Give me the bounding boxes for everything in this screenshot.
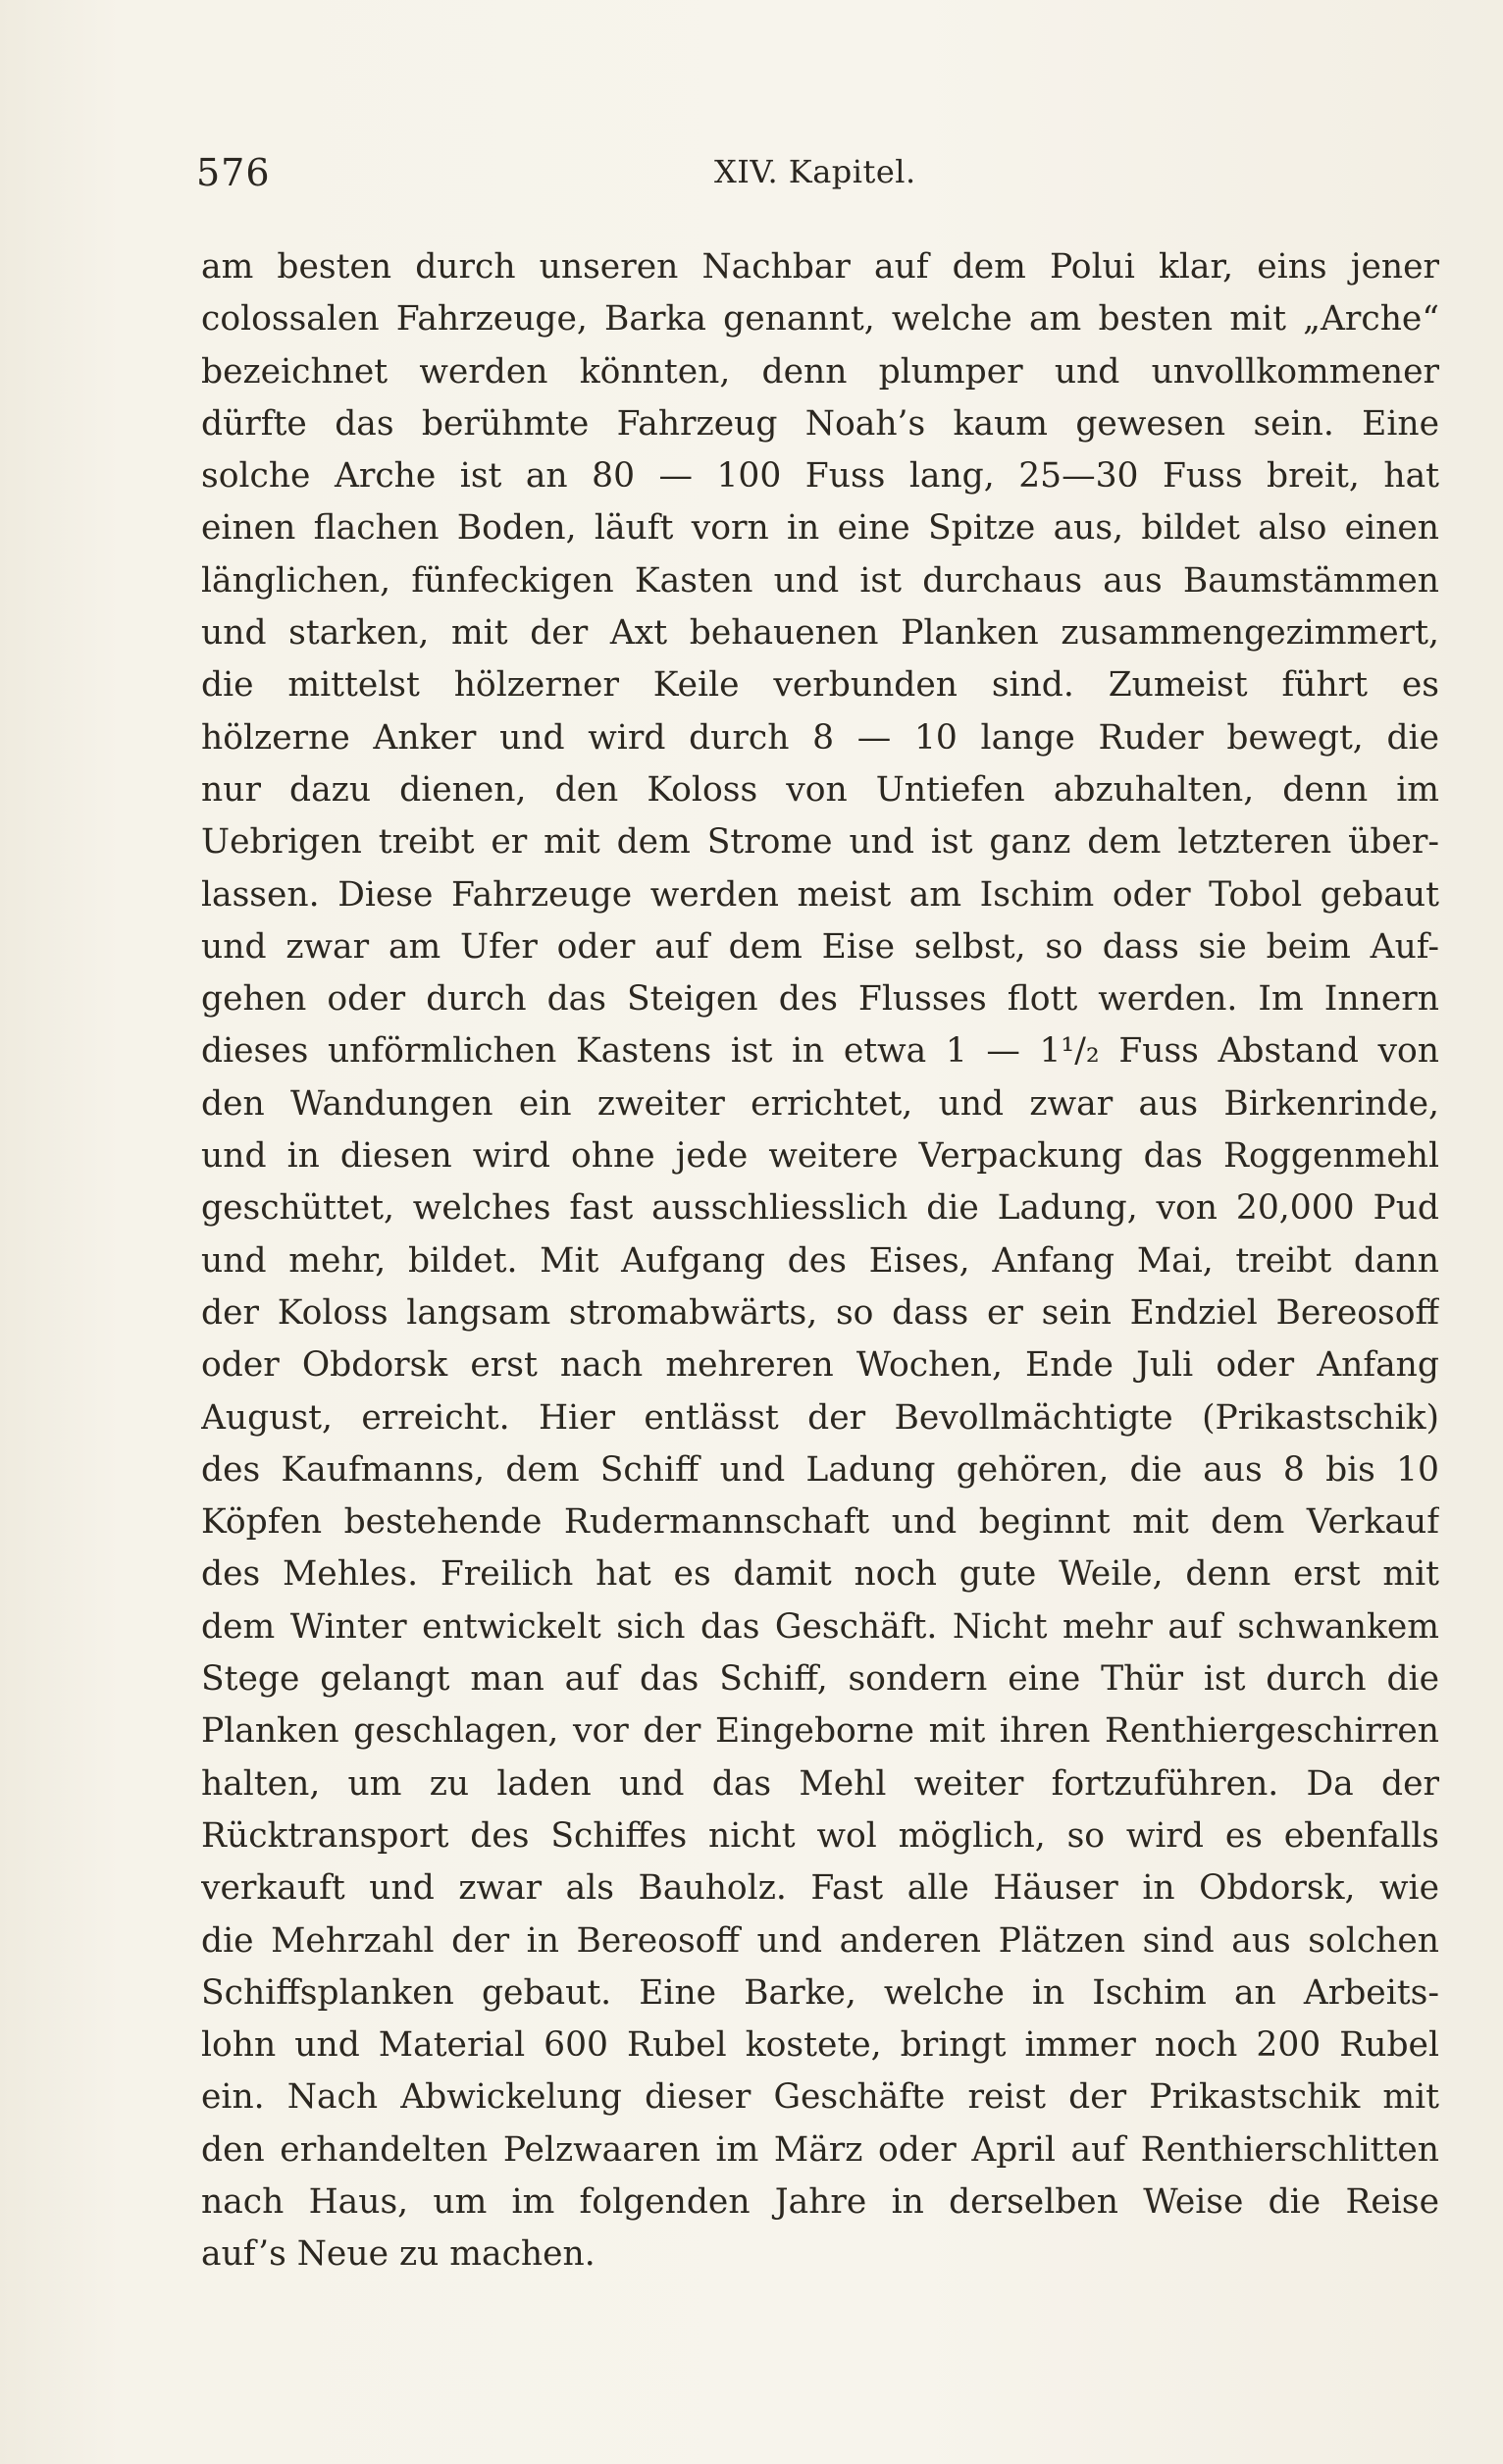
- text-line: den erhandelten Pelzwaaren im März oder April auf Renthierschlitten: [201, 2129, 1439, 2170]
- text-line: lohn und Material 600 Rubel kostete, bringt immer noch 200 Rubel: [201, 2025, 1439, 2066]
- text-line: des Kaufmanns, dem Schiff und Ladung gehören, die aus 8 bis 10: [201, 1449, 1439, 1490]
- text-line: Schiffsplanken gebaut. Eine Barke, welche in Ischim an Arbeits-: [201, 1972, 1439, 2013]
- text-line: halten, um zu laden und das Mehl weiter fortzuführen. Da der: [201, 1763, 1439, 1804]
- page-number: 576: [196, 151, 271, 194]
- text-line: August, erreicht. Hier entlässt der Bevollmächtigte (Prikastschik): [201, 1397, 1439, 1438]
- text-line: dürfte das berühmte Fahrzeug Noah’s kaum gewesen sein. Eine: [201, 403, 1439, 444]
- text-line: Köpfen bestehende Rudermannschaft und beginnt mit dem Verkauf: [201, 1502, 1439, 1543]
- text-line: oder Obdorsk erst nach mehreren Wochen, Ende Juli oder Anfang: [201, 1345, 1439, 1386]
- text-line: gehen oder durch das Steigen des Flusses flott werden. Im Innern: [201, 979, 1439, 1020]
- text-line: einen flachen Boden, läuft vorn in eine Spitze aus, bildet also einen: [201, 508, 1439, 549]
- page-header: [196, 151, 1444, 202]
- text-line: dem Winter entwickelt sich das Geschäft. Nicht mehr auf schwankem: [201, 1606, 1439, 1647]
- text-line: die Mehrzahl der in Bereosoff und anderen Plätzen sind aus solchen: [201, 1920, 1439, 1961]
- text-line: Rücktransport des Schiffes nicht wol möglich, so wird es ebenfalls: [201, 1815, 1439, 1856]
- text-line: geschüttet, welches fast ausschliesslich die Ladung, von 20,000 Pud: [201, 1188, 1439, 1229]
- text-line-last: auf’s Neue zu machen.: [201, 2234, 596, 2275]
- text-line: und in diesen wird ohne jede weitere Verpackung das Roggenmehl: [201, 1136, 1439, 1177]
- text-line: ein. Nach Abwickelung dieser Geschäfte reist der Prikastschik mit: [201, 2077, 1439, 2118]
- text-line: Planken geschlagen, vor der Eingeborne mit ihren Renthiergeschirren: [201, 1711, 1439, 1752]
- text-line: der Koloss langsam stromabwärts, so dass er sein Endziel Bereosoff: [201, 1292, 1439, 1333]
- text-line: länglichen, fünfeckigen Kasten und ist durchaus aus Baumstämmen: [201, 560, 1439, 601]
- text-line: die mittelst hölzerner Keile verbunden sind. Zumeist führt es: [201, 665, 1439, 706]
- text-line: des Mehles. Freilich hat es damit noch gute Weile, denn erst mit: [201, 1554, 1439, 1595]
- text-line: und starken, mit der Axt behauenen Planken zusammengezimmert,: [201, 613, 1439, 654]
- text-line: und zwar am Ufer oder auf dem Eise selbst, so dass sie beim Auf-: [201, 926, 1439, 967]
- running-head: XIV. Kapitel.: [714, 153, 916, 190]
- body-text: [201, 241, 1439, 2281]
- text-line: Stege gelangt man auf das Schiff, sondern eine Thür ist durch die: [201, 1659, 1439, 1700]
- text-line: verkauft und zwar als Bauholz. Fast alle Häuser in Obdorsk, wie: [201, 1868, 1439, 1909]
- text-line: colossalen Fahrzeuge, Barka genannt, welche am besten mit „Arche“: [201, 299, 1439, 340]
- text-line: und mehr, bildet. Mit Aufgang des Eises, Anfang Mai, treibt dann: [201, 1240, 1439, 1281]
- text-line: bezeichnet werden könnten, denn plumper und unvollkommener: [201, 351, 1439, 392]
- text-line: den Wandungen ein zweiter errichtet, und zwar aus Birkenrinde,: [201, 1083, 1439, 1124]
- text-line: lassen. Diese Fahrzeuge werden meist am Ischim oder Tobol gebaut: [201, 874, 1439, 915]
- text-line: dieses unförmlichen Kastens ist in etwa 1 — 1¹/₂ Fuss Abstand von: [201, 1031, 1439, 1072]
- text-line: nur dazu dienen, den Koloss von Untiefen abzuhalten, denn im: [201, 769, 1439, 810]
- text-line: solche Arche ist an 80 — 100 Fuss lang, 25—30 Fuss breit, hat: [201, 456, 1439, 497]
- text-line: nach Haus, um im folgenden Jahre in derselben Weise die Reise: [201, 2181, 1439, 2222]
- text-line: hölzerne Anker und wird durch 8 — 10 lange Ruder bewegt, die: [201, 717, 1439, 758]
- text-line: Uebrigen treibt er mit dem Strome und ist ganz dem letzteren über-: [201, 822, 1439, 863]
- text-line: am besten durch unseren Nachbar auf dem Polui klar, eins jener: [201, 247, 1439, 287]
